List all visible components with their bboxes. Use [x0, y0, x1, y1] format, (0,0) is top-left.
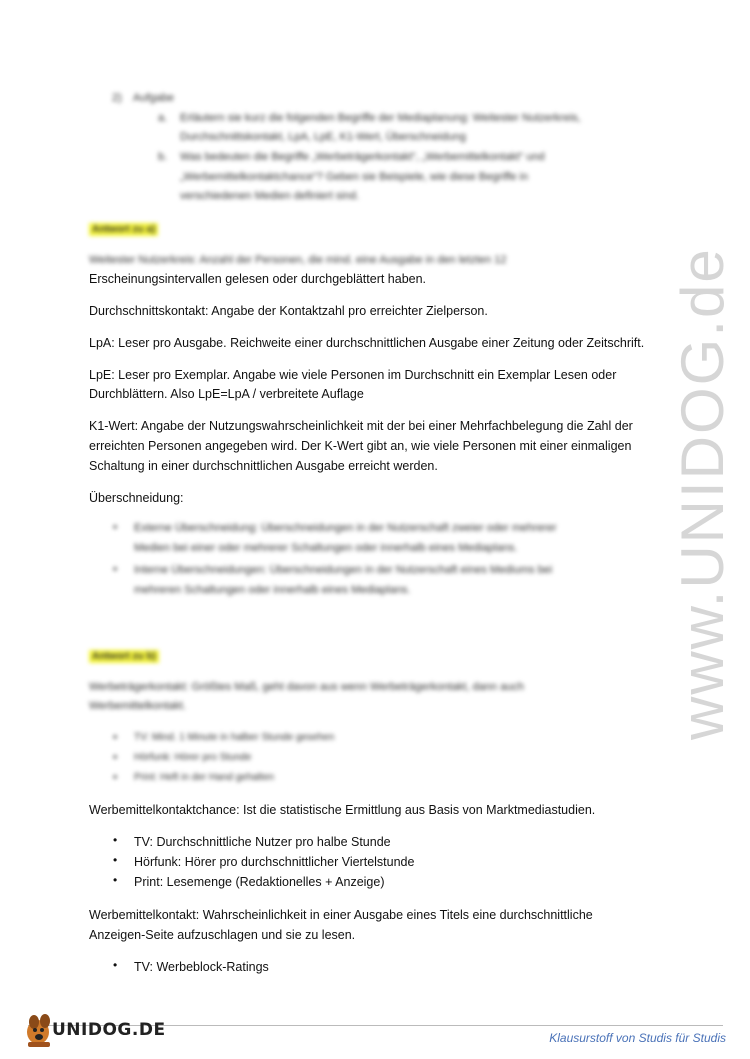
ext-line2: Medien bei einer oder mehrerer Schaltungen oder innerhalb eines Mediaplans. — [134, 542, 518, 554]
task-a-line1: Erläutern sie kurz die folgenden Begriffe der Mediaplanung: Weitester Nutzerkreis, — [180, 112, 581, 124]
answer-b-label: Antwort zu b) — [89, 650, 159, 663]
task-a-line2: Durchschnittskontakt, LpA, LpE, K1-Wert, Überschneidung — [180, 131, 466, 143]
bullet-icon: • — [113, 750, 118, 764]
ueberschneidung-heading: Überschneidung: — [89, 491, 184, 505]
watermark-text: www.UNIDOG.de — [669, 247, 736, 740]
chance-item: Print: Lesemenge (Redaktionelles + Anzeige) — [134, 875, 385, 889]
task-b-marker: b. — [158, 151, 168, 163]
lpe-line1: LpE: Leser pro Exemplar. Angabe wie viele Personen im Durchschnitt ein Exemplar Lesen oder — [89, 368, 617, 382]
answer-a-label: Antwort zu a) — [89, 223, 158, 236]
footer-tagline: Klausurstoff von Studis für Studis — [549, 1031, 726, 1045]
lpa-definition: LpA: Leser pro Ausgabe. Reichweite einer durchschnittlichen Ausgabe einer Zeitung oder Zeitschrift. — [89, 336, 645, 350]
wtk-item: Print: Heft in der Hand gehalten — [134, 772, 275, 783]
task-title: Aufgabe — [133, 92, 174, 104]
chance-item: Hörfunk: Hörer pro durchschnittlicher Viertelstunde — [134, 855, 415, 869]
k1-line3: Schaltung in einer durchschnittlichen Ausgabe erreicht werden. — [89, 459, 438, 473]
task-b-line3: verschiedenen Medien definiert sind. — [180, 190, 360, 202]
k1-line2: erreichten Personen angegeben wird. Der K-Wert gibt an, wie viele Personen mit einer einmaligen — [89, 439, 632, 453]
wtk-item: TV: Mind. 1 Minute in halber Stunde gesehen — [134, 732, 335, 743]
bullet-icon: • — [113, 853, 118, 867]
wmk-line1: Werbemittelkontakt: Wahrscheinlichkeit in einer Ausgabe eines Titels eine durchschnittliche — [89, 908, 593, 922]
bullet-icon: • — [113, 562, 118, 576]
logo-text: UNIDOG.DE — [52, 1020, 166, 1040]
answer-b-label-wrap — [89, 645, 159, 667]
lpe-line2: Durchblättern. Also LpE=LpA / verbreitete Auflage — [89, 387, 364, 401]
answer-a-label-wrap — [89, 218, 158, 240]
wtk-item: Hörfunk: Hörer pro Stunde — [134, 752, 252, 763]
ext-line1: Externe Überschneidung: Überschneidungen in der Nutzerschaft zweier oder mehrerer — [134, 522, 557, 534]
bullet-icon: • — [113, 958, 118, 972]
werbemittelkontaktchance: Werbemittelkontaktchance: Ist die statistische Ermittlung aus Basis von Marktmediastudien. — [89, 803, 596, 817]
wtk-line1: Werbeträgerkontakt: Größtes Maß, geht davon aus wenn Werbeträgerkontakt, dann auch — [89, 681, 524, 693]
int-line1: Interne Überschneidungen: Überschneidungen in der Nutzerschaft eines Mediums bei — [134, 564, 553, 576]
bullet-icon: • — [113, 520, 118, 534]
task-number: 2) — [112, 92, 122, 104]
task-a-marker: a. — [158, 112, 168, 124]
task-b-line1: Was bedeuten die Begriffe „Werbeträgerkontakt“, „Werbemittelkontakt“ und — [180, 151, 545, 163]
nutzerkreis-line1: Weitester Nutzerkreis: Anzahl der Personen, die mind. eine Ausgabe in den letzten 12 — [89, 254, 507, 266]
nutzerkreis-line2: Erscheinungsintervallen gelesen oder durchgeblättert haben. — [89, 272, 427, 286]
bullet-icon: • — [113, 833, 118, 847]
durchschnittskontakt: Durchschnittskontakt: Angabe der Kontaktzahl pro erreichter Zielperson. — [89, 304, 488, 318]
k1-line1: K1-Wert: Angabe der Nutzungswahrscheinlichkeit mit der bei einer Mehrfachbelegung die Zahl der — [89, 419, 633, 433]
bullet-icon: • — [113, 730, 118, 744]
task-b-line2: „Werbemittelkontaktchance“? Geben sie Beispiele, wie diese Begriffe in — [180, 171, 529, 183]
wmk-item: TV: Werbeblock-Ratings — [134, 960, 269, 974]
int-line2: mehreren Schaltungen oder innerhalb eines Mediaplans. — [134, 584, 411, 596]
wtk-line2: Werbemittelkontakt. — [89, 700, 187, 712]
chance-item: TV: Durchschnittliche Nutzer pro halbe Stunde — [134, 835, 391, 849]
bullet-icon: • — [113, 770, 118, 784]
watermark — [668, 247, 748, 740]
bullet-icon: • — [113, 873, 118, 887]
wmk-line2: Anzeigen-Seite aufzuschlagen und sie zu lesen. — [89, 928, 356, 942]
